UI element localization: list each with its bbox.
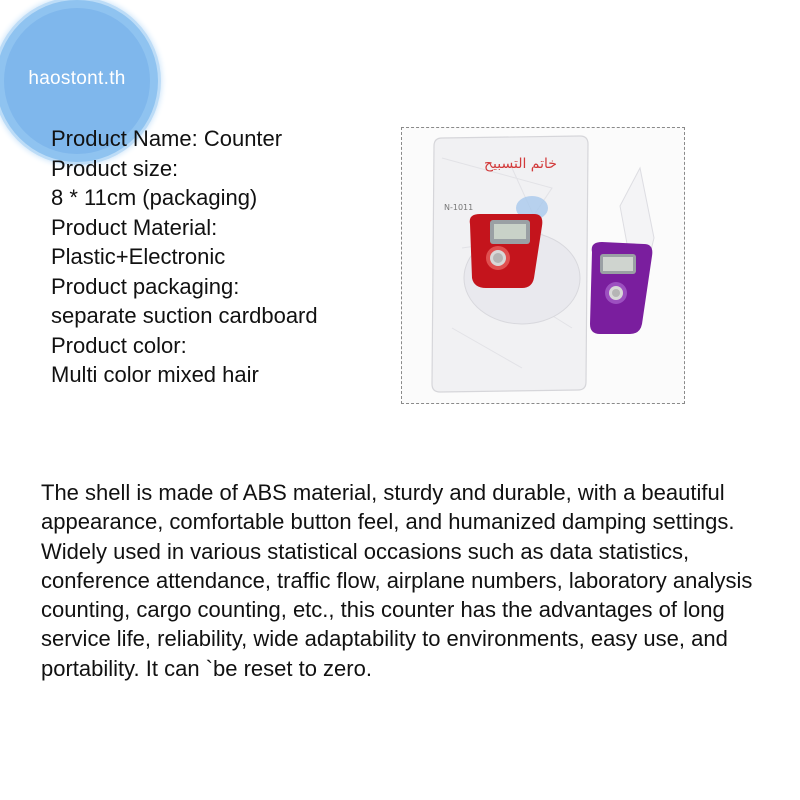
spec-line: Multi color mixed hair: [51, 362, 259, 387]
spec-line: Product size:: [51, 155, 179, 181]
product-description: The shell is made of ABS material, sturdy and durable, with a beautiful appearance, comfortable button feel, and humanized damping settings. Widely used in various statistical occasions such as data statistics, conference attendance, traffic flow, airplane numbers, laboratory analysis counting, cargo counting, etc., this counter has the advantages of long service life, reliability, wide adaptability to environments, easy use, and portability. It can `be reset to zero.: [41, 480, 753, 681]
spec-line: Product color:: [51, 332, 187, 358]
spec-line: Product packaging:: [51, 273, 240, 299]
spec-line: 8 * 11cm (packaging): [51, 185, 258, 210]
package-arabic-title: خاتم التسبيح: [484, 156, 557, 172]
product-spec-list: [51, 124, 318, 390]
product-photo: [401, 127, 685, 404]
red-counter: [470, 214, 543, 288]
spec-line: Plastic+Electronic: [51, 244, 226, 269]
product-photo-illustration: [402, 128, 684, 403]
watermark-text: haostont.th: [28, 68, 126, 89]
spec-line: Product Name: Counter: [51, 126, 283, 151]
purple-counter: [590, 242, 652, 334]
package-model-label: N-1011: [444, 203, 474, 212]
spec-line: Product Material:: [51, 214, 218, 240]
spec-line: separate suction cardboard: [51, 303, 318, 328]
